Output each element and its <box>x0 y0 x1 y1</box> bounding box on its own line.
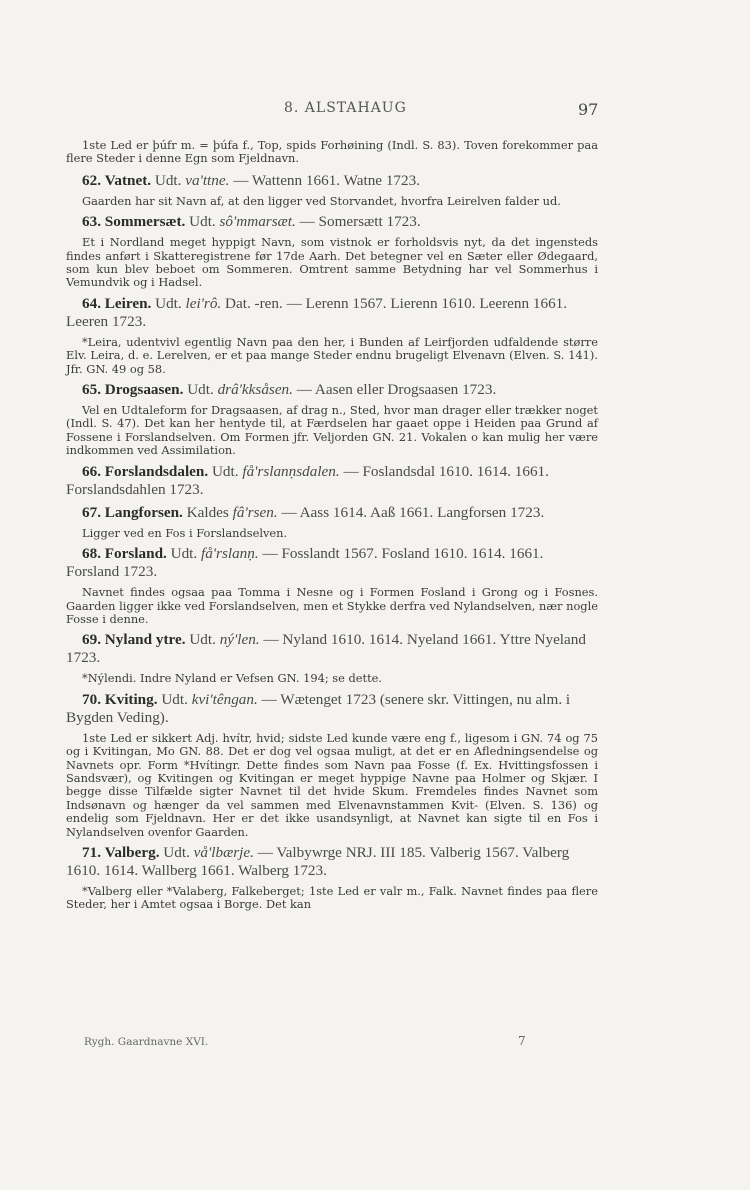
pronunciation: få'rslanṇ. <box>200 545 259 563</box>
pronunciation: vå'lbærje. <box>193 843 254 861</box>
entry-heading <box>66 691 598 727</box>
entry-description: Et i Nordland meget hyppigt Navn, som vistnok er forholdsvis nyt, da det ingensteds findes anført i Skatteregistrene før 17de Aarh. Det betegner vel en Sæter eller Ødegaard, som kun blev beboet om Sommeren. Omtrent samme Betydning har vel Sommerhus i Vemundvik og i Hadsel. <box>66 235 598 290</box>
historical-forms: — Foslandsdal 1610. 1614. 1661. Forslandsdahlen 1723. <box>66 462 549 498</box>
place-name: Drogsaasen. <box>104 381 184 399</box>
pronunciation: fâ'rsen. <box>232 503 278 521</box>
place-name: Leiren. <box>104 294 152 312</box>
entry-number: 71. <box>82 843 101 861</box>
entry-number: 67. <box>82 503 101 521</box>
entry-heading <box>66 631 598 667</box>
historical-forms: — Somersætt 1723. <box>299 213 421 231</box>
entry-description: *Valberg eller *Valaberg, Falkeberget; 1ste Led er valr m., Falk. Navnet findes paa flere Steder, her i Amtet ogsaa i Borge. Det kan <box>66 883 598 912</box>
udt-label: Udt. <box>154 171 182 189</box>
entry-number: 69. <box>82 631 101 649</box>
udt-label: Udt. <box>155 294 182 312</box>
pronunciation: sô'mmarsæt. <box>219 213 296 231</box>
entry-heading <box>66 463 598 499</box>
entry-description: *Nýlendi. Indre Nyland er Vefsen GN. 194; se dette. <box>82 671 383 686</box>
udt-label: Udt. <box>161 690 188 708</box>
signature-line: Rygh. Gaardnavne XVI. <box>84 1036 209 1048</box>
page-body <box>66 139 598 917</box>
historical-forms: — Valbywrge NRJ. III 185. Valberig 1567. Valberg 1610. 1614. Wallberg 1661. Walberg 1723. <box>66 843 570 879</box>
udt-label: Udt. <box>163 843 190 861</box>
historical-forms: — Fosslandt 1567. Fosland 1610. 1614. 1661. Forsland 1723. <box>66 545 544 581</box>
place-name: Valberg. <box>104 843 160 861</box>
pronunciation: va'ttne. <box>185 171 230 189</box>
entry-number: 63. <box>82 213 101 231</box>
entry-number: 65. <box>82 381 101 399</box>
page-number: 97 <box>578 100 599 119</box>
entry-description: 1ste Led er sikkert Adj. hvítr, hvid; sidste Led kunde være eng f., ligesom i GN. 74 og 75 og i Kvitingan, Mo GN. 88. Det er dog vel ogsaa muligt, at det er en Afledningsendelse og Navnets opr. Form *Hvítingr. Dette findes som Navn paa Fosse (f. Ex. Hvittingsfossen i Sandsvær), og Kvitingen og Kvitingan er meget hyppige Navne paa Holmer og Skjær. I begge disse Tilfælde sigter Navnet til det hvide Skum. Fremdeles findes Navnet som Indsønavn og hænger da vel sammen med Elvenavnstammen Kvit- (Elven. S. 136) og endelig som Fjeldnavn. Her er det ikke usandsynligt, at Navnet kan sigte til en Fos i Nylandselven ovenfor Gaarden. <box>66 730 598 839</box>
entry-heading <box>66 172 598 190</box>
entry-heading <box>66 381 598 399</box>
entry-heading <box>66 295 598 331</box>
historical-forms: — Wætenget 1723 (senere skr. Vittingen, nu alm. i Bygden Veding). <box>66 690 571 726</box>
page-footer <box>84 1036 524 1052</box>
udt-label: Udt. <box>211 462 239 480</box>
historical-forms: — Aasen eller Drogsaasen 1723. <box>296 381 497 399</box>
pronunciation: kvi'têngan. <box>191 690 258 708</box>
entry-number: 62. <box>82 171 101 189</box>
place-name: Nyland ytre. <box>104 631 186 649</box>
entry-description: Vel en Udtaleform for Dragsaasen, af drag n., Sted, hvor man drager eller trækker noget (Indl. S. 47). Det kan her hentyde til, at Færdselen har gaaet oppe i Heiden paa Grund af Fossene i Forslandselven. Om Formen jfr. Veljorden GN. 21. Vokalen o kan mulig her være indkommen ved Assimilation. <box>66 403 598 458</box>
place-name: Langforsen. <box>104 503 183 521</box>
pronunciation: få'rslanṇsdalen. <box>242 462 340 480</box>
entry-number: 66. <box>82 462 101 480</box>
udt-label: Udt. <box>189 631 216 649</box>
udt-label: Udt. <box>170 545 198 563</box>
place-name: Kviting. <box>104 690 158 708</box>
entry-number: 70. <box>82 690 101 708</box>
pronunciation: ný'len. <box>219 631 260 649</box>
historical-forms: Dat. -ren. — Lerenn 1567. Lierenn 1610. Leerenn 1661. Leeren 1723. <box>66 294 568 330</box>
entry-heading <box>66 545 598 581</box>
place-name: Forsland. <box>104 545 167 563</box>
entry-heading <box>66 213 598 231</box>
historical-forms: — Nyland 1610. 1614. Nyeland 1661. Yttre Nyeland 1723. <box>66 631 586 667</box>
entry-description: Navnet findes ogsaa paa Tomma i Nesne og i Formen Fosland i Grong og i Fosnes. Gaarden ligger ikke ved Forslandselven, men et Stykke derfra ved Nylandselven, nær nogle Fosse i denne. <box>66 585 598 626</box>
entry-description: Ligger ved en Fos i Forslandselven. <box>82 525 288 540</box>
historical-forms: — Wattenn 1661. Watne 1723. <box>233 171 420 189</box>
page-header <box>0 100 750 124</box>
place-name: Vatnet. <box>104 171 152 189</box>
pronunciation: drâ'kksåsen. <box>217 381 293 399</box>
sheet-number: 7 <box>518 1034 526 1048</box>
entry-description: *Leira, udentvivl egentlig Navn paa den her, i Bunden af Leirfjorden udfaldende større Elv. Leira, d. e. Lerelven, er et paa mange Steder endnu brugeligt Elvenavn (Elven. S. 141). Jfr. GN. 49 og 58. <box>66 334 598 376</box>
entry-heading <box>66 504 598 522</box>
place-name: Sommersæt. <box>104 213 186 231</box>
udt-label: Kaldes <box>186 503 229 521</box>
entry-description: 1ste Led er þúfr m. = þúfa f., Top, spids Forhøining (Indl. S. 83). Toven forekommer paa flere Steder i denne Egn som Fjeldnavn. <box>66 138 598 166</box>
entry-number: 68. <box>82 545 101 563</box>
place-name: Forslandsdalen. <box>104 462 209 480</box>
entry-description: Gaarden har sit Navn af, at den ligger ved Storvandet, hvorfra Leirelven falder ud. <box>82 193 561 208</box>
entry-number: 64. <box>82 294 101 312</box>
udt-label: Udt. <box>189 213 216 231</box>
entry-heading <box>66 844 598 880</box>
historical-forms: — Aass 1614. Aaß 1661. Langforsen 1723. <box>281 503 545 521</box>
udt-label: Udt. <box>187 381 214 399</box>
running-title: 8. ALSTAHAUG <box>284 100 407 116</box>
pronunciation: lei'rô. <box>185 294 222 312</box>
